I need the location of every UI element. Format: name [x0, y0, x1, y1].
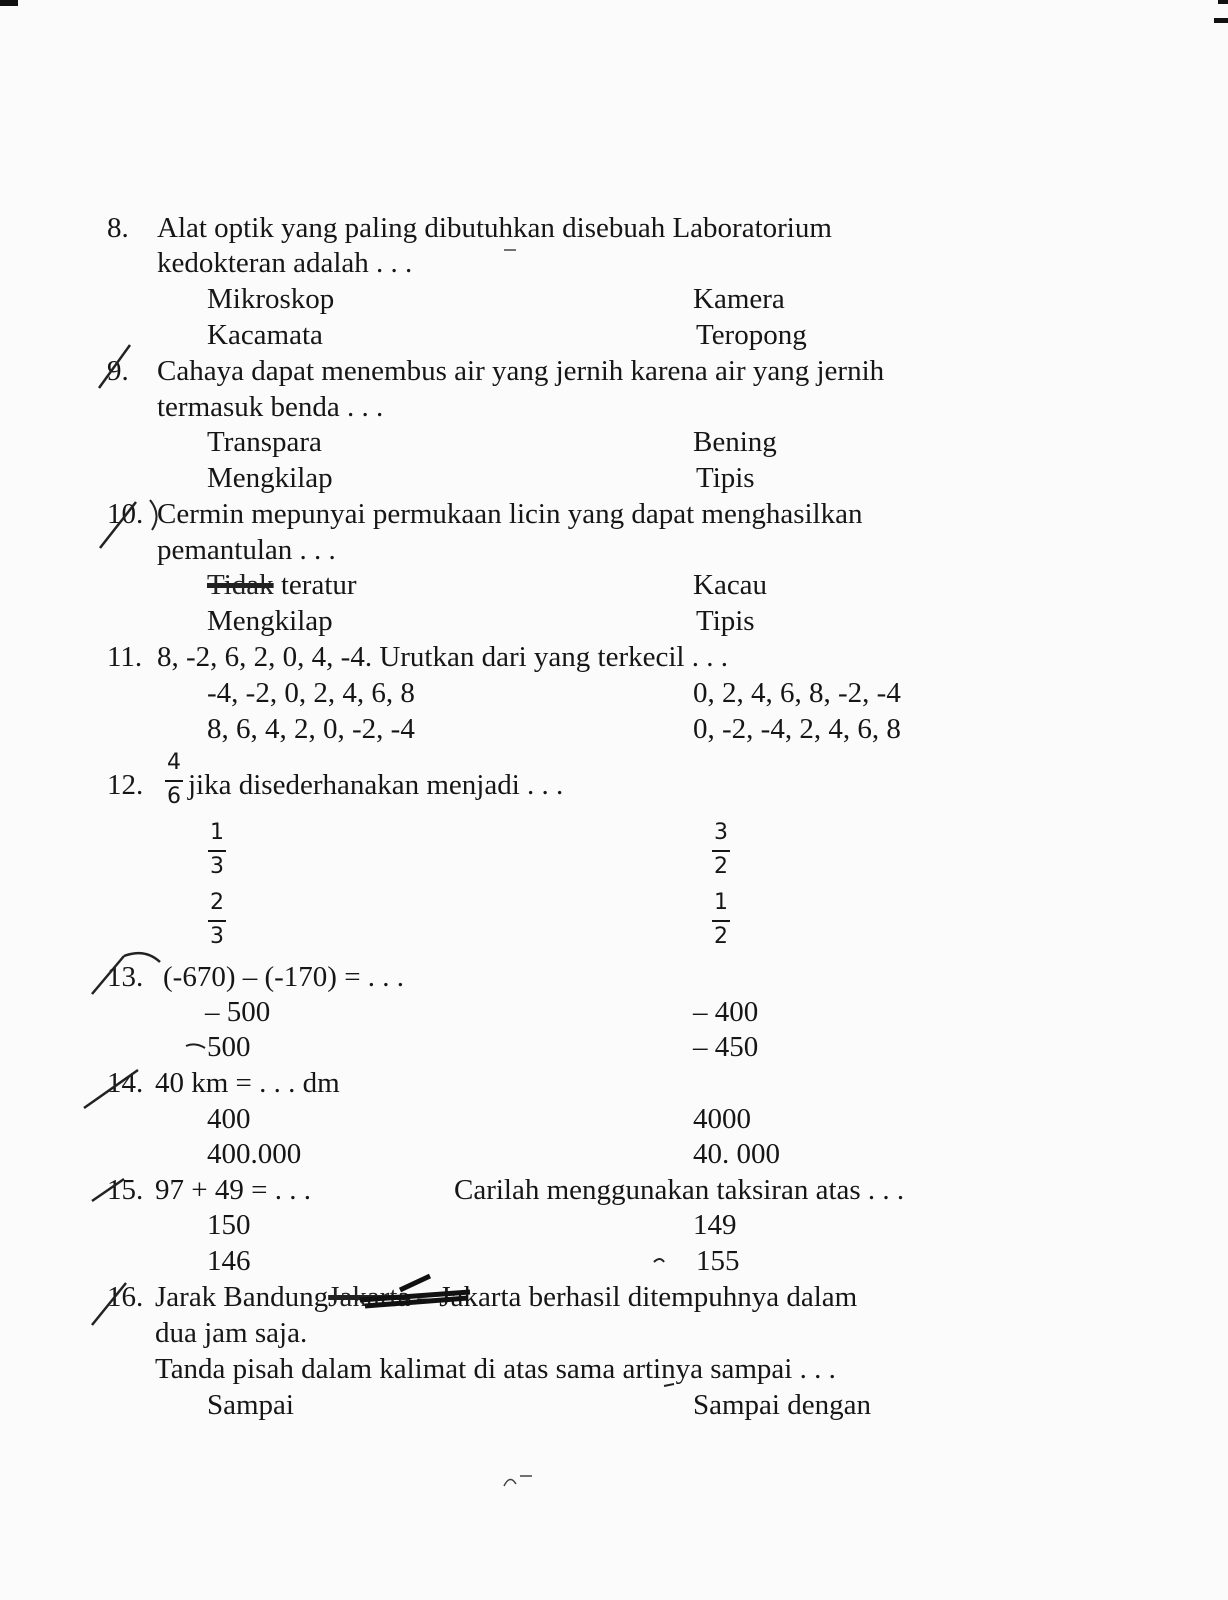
q11-option-a: -4, -2, 0, 2, 4, 6, 8	[207, 677, 415, 709]
q14-option-a: 400	[207, 1103, 251, 1135]
fraction-denominator: 2	[714, 854, 728, 879]
q8-option-c: Kacamata	[207, 319, 323, 351]
q10-stem-cont: pemantulan . . .	[157, 534, 336, 566]
q12-stem: jika disederhanakan menjadi . . .	[188, 769, 564, 801]
q15-option-d: 155	[696, 1245, 740, 1277]
q10-option-d: Tipis	[696, 605, 755, 637]
q12-option-b	[710, 822, 732, 878]
q11-stem: 8, -2, 6, 2, 0, 4, -4. Urutkan dari yang terkecil . . .	[157, 641, 728, 673]
q13-number: 13.	[107, 961, 144, 993]
q10-option-a-text: teratur	[280, 569, 357, 601]
q13-option-b: – 400	[693, 996, 759, 1028]
q12-stem-fraction	[163, 752, 185, 808]
q8-option-a: Mikroskop	[207, 283, 335, 315]
q14-number: 14.	[107, 1067, 144, 1099]
fraction-denominator: 3	[210, 924, 224, 949]
q16-caret-mark	[654, 1259, 664, 1262]
q15-stem: 97 + 49 = . . .	[155, 1174, 311, 1206]
scan-edge-mark	[0, 0, 18, 6]
q9-option-c: Mengkilap	[207, 462, 333, 494]
q16-crossed-word: Jakarta	[328, 1281, 411, 1313]
q16-option-a: Sampai	[207, 1389, 294, 1421]
q10-option-c: Mengkilap	[207, 605, 333, 637]
q9-option-a: Transpara	[207, 426, 322, 458]
q13-option-a: – 500	[205, 996, 271, 1028]
q12-option-c	[206, 892, 228, 948]
q11-option-d: 0, -2, -4, 2, 4, 6, 8	[693, 713, 901, 745]
fraction-numerator: 2	[210, 890, 224, 915]
fraction-denominator: 2	[714, 924, 728, 949]
q10-stem: Cermin mepunyai permukaan licin yang dapat menghasilkan	[157, 498, 863, 530]
q9-option-d: Tipis	[696, 462, 755, 494]
bottom-stray-mark	[504, 1476, 532, 1486]
q14-option-b: 4000	[693, 1103, 751, 1135]
fraction-numerator: 1	[210, 820, 224, 845]
q13-stem: (-670) – (-170) = . . .	[163, 961, 405, 993]
q12-number: 12.	[107, 769, 144, 801]
q10-option-a	[207, 568, 357, 602]
q10-number: 10.	[107, 498, 144, 530]
q15-option-c: 146	[207, 1245, 251, 1277]
q13-dash-mark	[186, 1044, 205, 1048]
q8-stem: Alat optik yang paling dibutuhkan disebuah Laboratorium	[157, 212, 832, 244]
fraction-numerator: 1	[714, 890, 728, 915]
q9-number: 9.	[107, 355, 129, 387]
fraction-bar	[208, 920, 226, 922]
q12-option-a	[206, 822, 228, 878]
fraction-bar	[208, 850, 226, 852]
q9-option-b: Bening	[693, 426, 777, 458]
q8-option-d: Teropong	[696, 319, 807, 351]
q14-option-d: 40. 000	[693, 1138, 780, 1170]
scan-edge-mark	[1218, 0, 1228, 4]
q16-number: 16.	[107, 1281, 144, 1313]
q13-option-c: 500	[207, 1031, 251, 1063]
scan-edge-mark	[1214, 18, 1228, 23]
q16-stem-cont: dua jam saja.	[155, 1317, 308, 1349]
q8-stem-cont: kedokteran adalah . . .	[157, 247, 413, 279]
q13-option-d: – 450	[693, 1031, 759, 1063]
fraction-denominator: 3	[210, 854, 224, 879]
q11-option-c: 8, 6, 4, 2, 0, -2, -4	[207, 713, 415, 745]
q8-number: 8.	[107, 212, 129, 244]
q10-circle-mark	[150, 500, 157, 530]
q9-stem-cont: termasuk benda . . .	[157, 391, 384, 423]
q12-option-d	[710, 892, 732, 948]
fraction-numerator: 4	[167, 750, 181, 775]
q15-number: 15.	[107, 1174, 144, 1206]
q14-option-c: 400.000	[207, 1138, 302, 1170]
q16-option-b: Sampai dengan	[693, 1389, 871, 1421]
q8-option-b: Kamera	[693, 283, 785, 315]
fraction-bar	[165, 780, 183, 782]
q14-stem: 40 km = . . . dm	[155, 1067, 340, 1099]
fraction-denominator: 6	[167, 784, 181, 809]
q10-option-a-crossed-word: Tidak	[207, 569, 274, 601]
fraction-bar	[712, 920, 730, 922]
fraction-bar	[712, 850, 730, 852]
q15-option-a: 150	[207, 1209, 251, 1241]
q11-number: 11.	[107, 641, 143, 673]
q16-stem-cont2: Tanda pisah dalam kalimat di atas sama artinya sampai . . .	[155, 1353, 836, 1385]
q9-stem: Cahaya dapat menembus air yang jernih karena air yang jernih	[157, 355, 885, 387]
q11-option-b: 0, 2, 4, 6, 8, -2, -4	[693, 677, 901, 709]
q15-option-b: 149	[693, 1209, 737, 1241]
q15-stem-right: Carilah menggunakan taksiran atas . . .	[454, 1174, 905, 1206]
q16-stem	[155, 1280, 857, 1314]
fraction-numerator: 3	[714, 820, 728, 845]
q16-stem-start: Jarak Bandung	[155, 1281, 329, 1313]
q16-stem-rest: – Jakarta berhasil ditempuhnya dalam	[417, 1281, 858, 1313]
q10-option-b: Kacau	[693, 569, 768, 601]
